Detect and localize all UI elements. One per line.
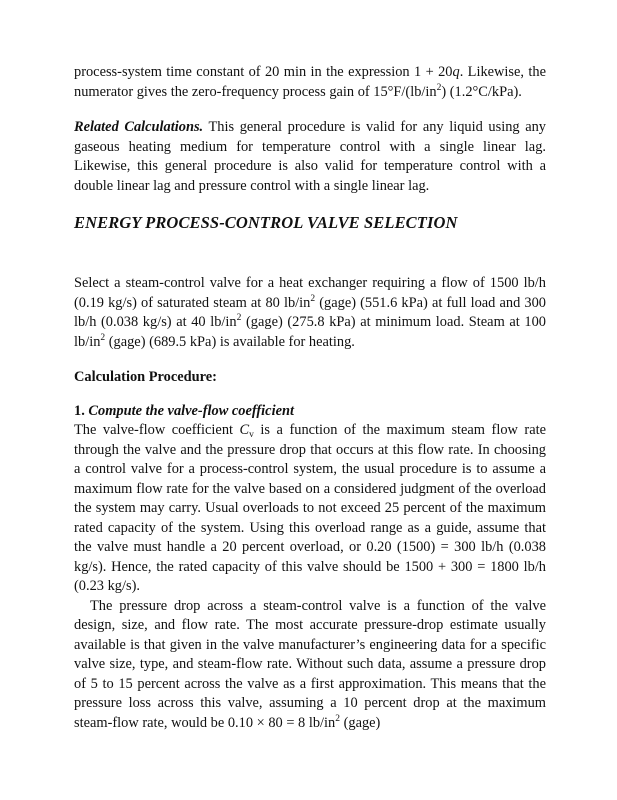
plus-sign: + [437, 558, 447, 575]
intro-text-c: ) (1.2°C/kPa). [441, 83, 522, 100]
step1-text-a: The valve-flow coefficient [74, 422, 240, 438]
calculation-procedure-heading: Calculation Procedure: [74, 369, 217, 385]
step1-para2-text-b: (gage) [339, 714, 381, 731]
cv-subscript: v [249, 430, 254, 440]
intro-paragraph [74, 63, 546, 102]
step1-para2-text-a: The pressure drop across a steam-control valve is a function of the valve design, size, and flow rate. The most accurate pressure-drop estimate usually available is that given in the valve manufacturer’s engineering data for a specific valve size, type, and steam-flow rate. Without such data, assume a pressure drop of 5 to 15 percent across the valve as a first approximation. This means that the pressure loss across this valve, assuming a 10 percent drop at the maximum steam-flow rate, would be 0.10 × 80 = 8 lb/in [74, 597, 546, 731]
problem-sup-3: 2 [100, 332, 106, 343]
problem-text-a: Select a steam-control valve for a heat exchanger requiring a flow of 1500 lb/h (0.19 kg/s) of saturated steam at 80 lb/in [74, 275, 546, 311]
step1-text-c: 300 = 1800 lb/h (0.23 kg/s). [74, 558, 546, 594]
step-number: 1. [74, 402, 85, 419]
section-heading: ENERGY PROCESS-CONTROL VALVE SELECTION [74, 213, 458, 232]
step-title-text: Compute the valve-flow coefficient [88, 402, 294, 419]
problem-sup-1: 2 [310, 293, 316, 304]
related-calculations-lead: Related Calculations. [74, 119, 204, 135]
problem-sup-2: 2 [236, 313, 242, 323]
step-1-paragraph-2 [74, 597, 546, 734]
problem-statement [74, 274, 546, 352]
intro-text-a: process-system time constant of 20 min in the expression 1 + 20 [74, 64, 453, 80]
intro-superscript: 2 [436, 82, 442, 93]
intro-text-b: . Likewise, the numerator gives the zero-frequency process gain of 15°F/(lb/in [74, 64, 546, 100]
problem-text-b: (gage) (551.6 kPa) at full load and 300 lb/h (0.038 kg/s) at 40 lb/in [74, 294, 546, 330]
problem-text-c: (gage) (275.8 kPa) at minimum load. Steam at 100 lb/in [74, 314, 546, 350]
document-page [74, 63, 546, 733]
step-1-title [74, 402, 546, 422]
problem-text-d: (gage) (689.5 kPa) is available for heating. [105, 333, 355, 350]
step-1-paragraph-1 [74, 421, 546, 597]
intro-variable-q: q [452, 64, 460, 80]
step1-para2-sup: 2 [335, 713, 340, 724]
related-calculations-text: This general procedure is valid for any liquid using any gaseous heating medium for temperature control with a single linear lag. Likewise, this general procedure is also valid for temperature control with a double linear lag and pressure control with a single linear lag. [74, 119, 546, 194]
cv-symbol: C [239, 422, 250, 438]
step1-text-b: is a function of the maximum steam flow rate through the valve and the pressure drop that occurs at this flow rate. In choosing a control valve for a process-control system, the usual procedure is to assume a maximum flow rate for the valve based on a considered judgment of the overload the system may carry. Usual overloads to not exceed 25 percent of the maximum rated capacity of the system. Using this overload range as a guide, assume that the valve must handle a 20 percent overload, or 0.20 (1500) = 300 lb/h (0.038 kg/s). Hence, the rated capacity of this valve should be 1500 [74, 422, 546, 575]
related-calculations-paragraph [74, 118, 546, 196]
